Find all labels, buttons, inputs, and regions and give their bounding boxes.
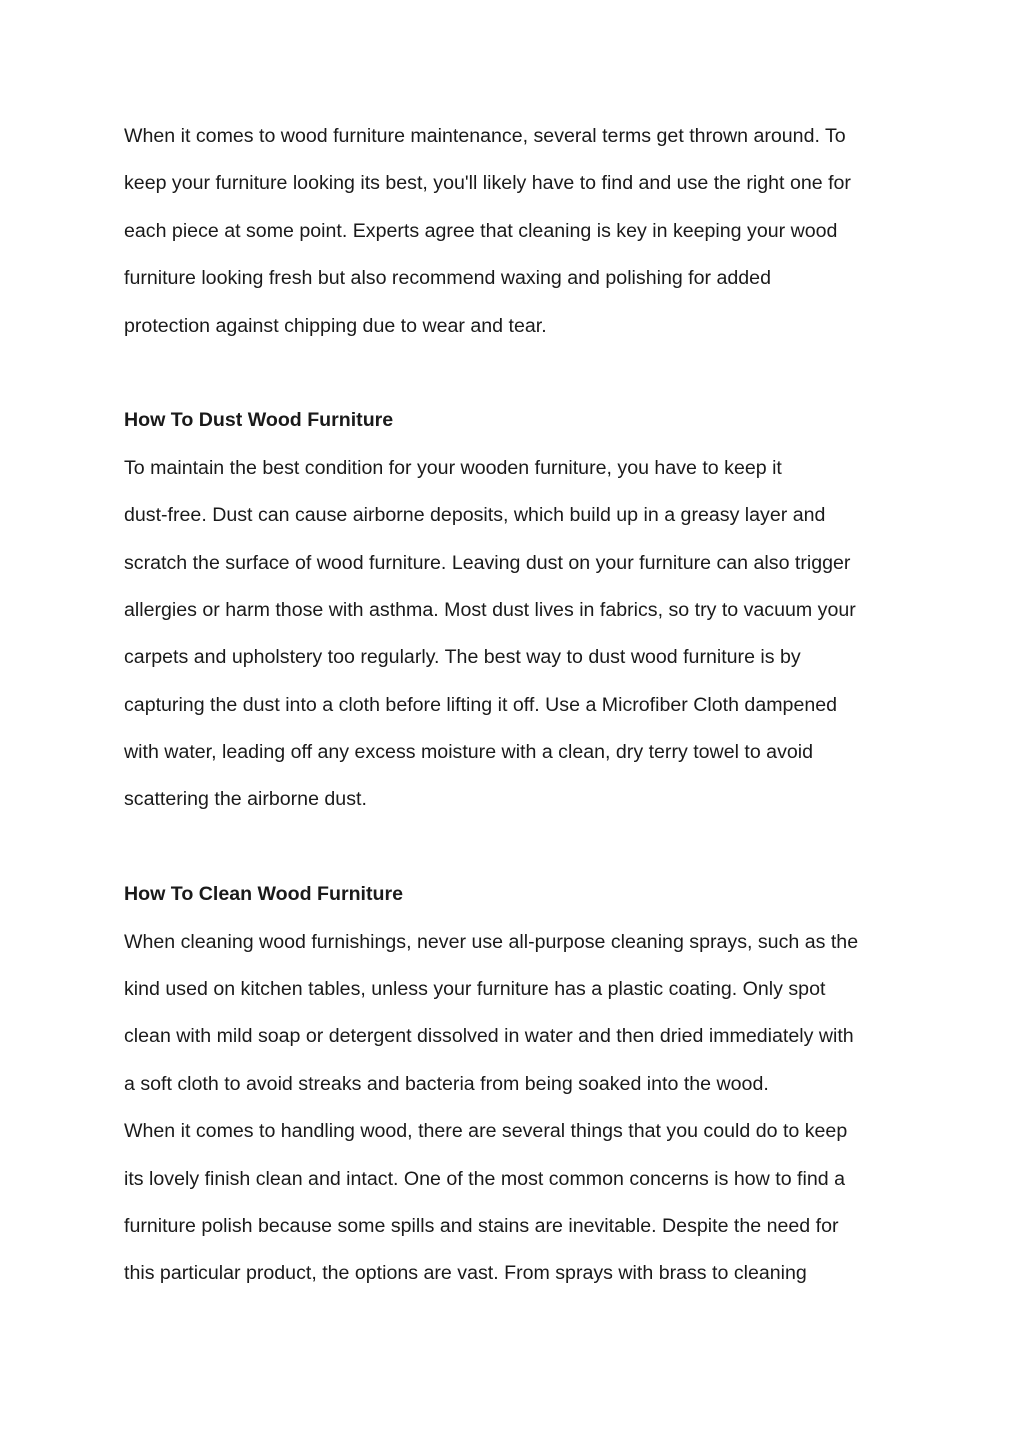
text-line: To maintain the best condition for your wooden furniture, you have to keep it [124, 456, 782, 479]
section-heading-clean: How To Clean Wood Furniture [124, 883, 404, 906]
paragraph-spacer [124, 350, 914, 397]
text-line: keep your furniture looking its best, you'll likely have to find and use the right one for [124, 172, 851, 195]
text-line: furniture looking fresh but also recommend waxing and polishing for added [124, 267, 771, 290]
text-line: When it comes to wood furniture maintenance, several terms get thrown around. To [124, 125, 846, 147]
section-heading-dust: How To Dust Wood Furniture [124, 409, 394, 432]
text-line: When cleaning wood furnishings, never use all-purpose cleaning sprays, such as the [124, 930, 859, 953]
text-line: scratch the surface of wood furniture. Leaving dust on your furniture can also trigger [124, 551, 851, 574]
text-line: its lovely finish clean and intact. One of the most common concerns is how to find a [124, 1167, 845, 1190]
text-line: allergies or harm those with asthma. Most dust lives in fabrics, so try to vacuum your [124, 598, 856, 621]
text-line: When it comes to handling wood, there are several things that you could do to keep [124, 1120, 848, 1143]
text-line: dust-free. Dust can cause airborne deposits, which build up in a greasy layer and [124, 504, 826, 527]
text-line: carpets and upholstery too regularly. The best way to dust wood furniture is by [124, 646, 801, 669]
text-line: scattering the airborne dust. [124, 788, 367, 811]
text-line: each piece at some point. Experts agree that cleaning is key in keeping your wood [124, 219, 838, 242]
text-line: this particular product, the options are vast. From sprays with brass to cleaning [124, 1262, 807, 1285]
text-line: clean with mild soap or detergent dissolved in water and then dried immediately with [124, 1025, 854, 1048]
document-page [124, 113, 914, 1298]
text-line: protection against chipping due to wear and tear. [124, 314, 547, 337]
clean-section [124, 871, 914, 1298]
text-line: capturing the dust into a cloth before lifting it off. Use a Microfiber Cloth dampened [124, 693, 838, 716]
intro-paragraph [124, 113, 914, 350]
text-line: kind used on kitchen tables, unless your furniture has a plastic coating. Only spot [124, 978, 826, 1001]
text-line: furniture polish because some spills and stains are inevitable. Despite the need for [124, 1214, 839, 1237]
text-line: with water, leading off any excess moisture with a clean, dry terry towel to avoid [124, 741, 814, 764]
paragraph-spacer [124, 824, 914, 871]
text-line: a soft cloth to avoid streaks and bacteria from being soaked into the wood. [124, 1072, 769, 1095]
dust-section [124, 397, 914, 824]
